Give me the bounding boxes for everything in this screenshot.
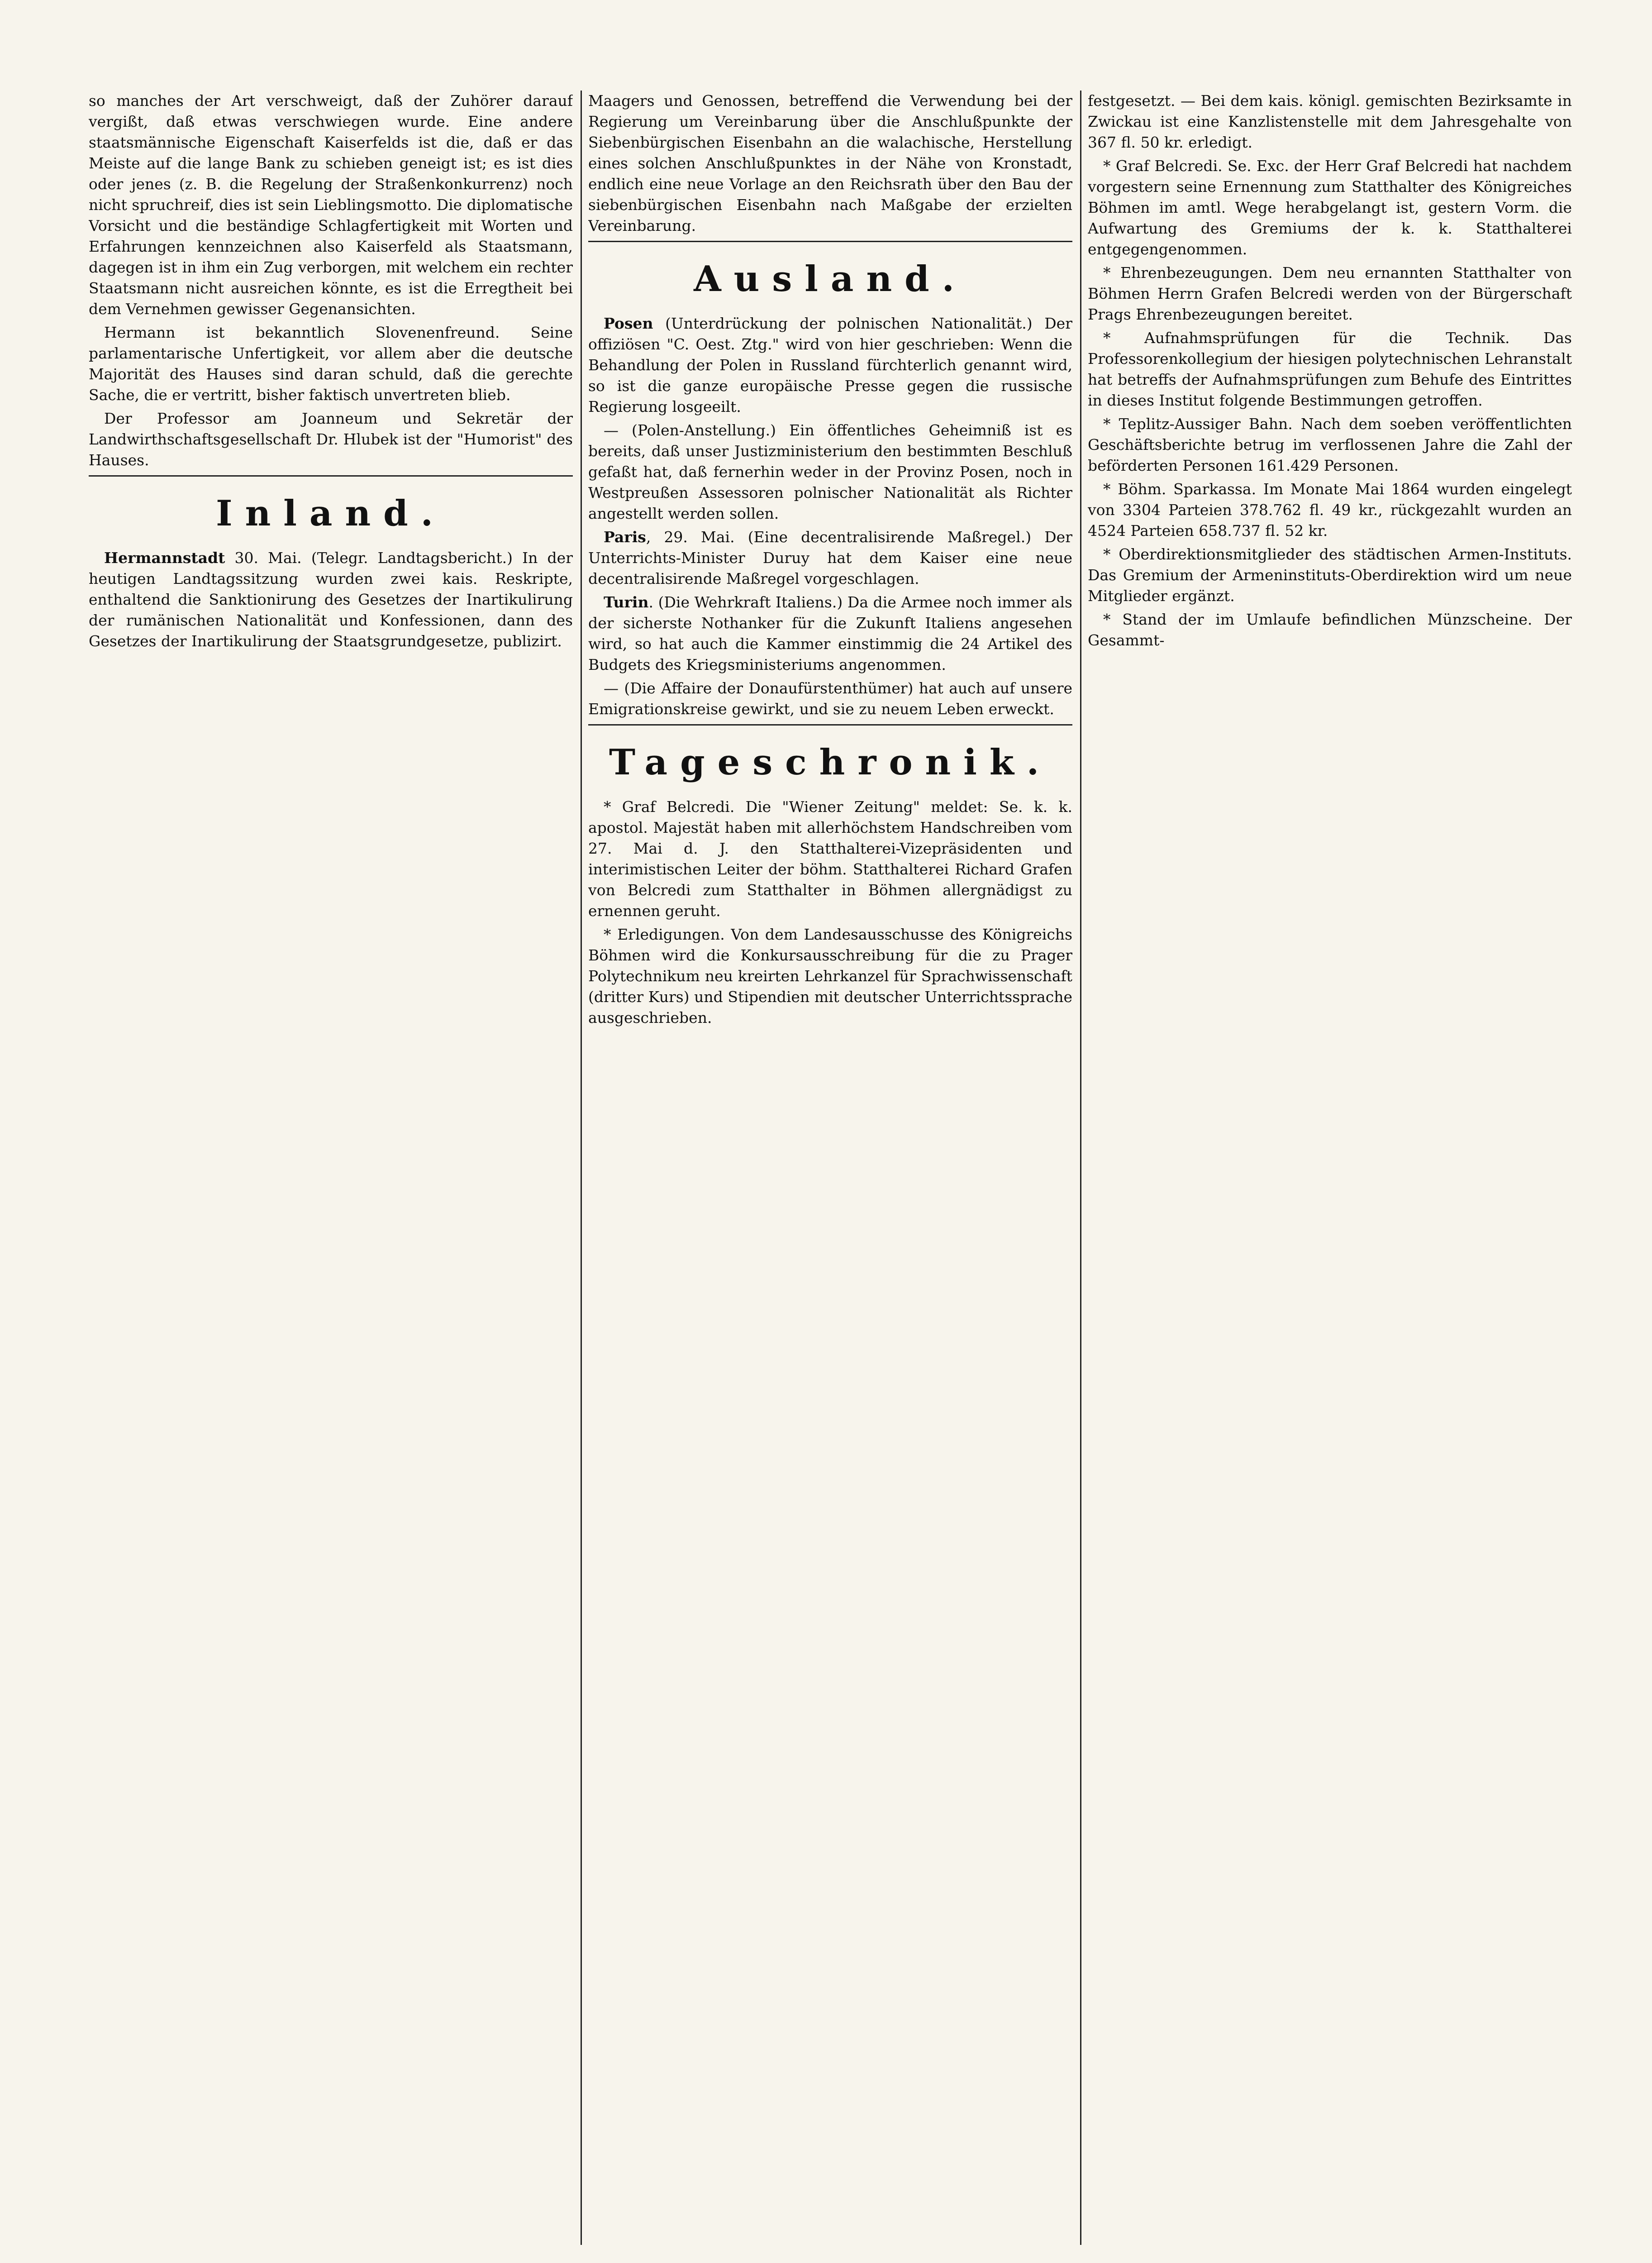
dateline: Hermannstadt xyxy=(104,549,225,567)
dateline: Turin xyxy=(604,593,649,611)
paragraph: * Erledigungen. Von dem Landesausschusse des Königreichs Böhmen wird die Konkursausschreibung für die zu Prager Polytechnikum neu kreirten Lehrkanzel für Sprachwissenschaft (dritter Kurs) und Stipendien mit deutscher Unterrichtssprache ausgeschrieben. xyxy=(588,926,1072,1026)
paragraph: . (Die Wehrkraft Italiens.) Da die Armee noch immer als der sicherste Nothanker für die Zukunft Italiens angesehen wird, so hat auch die Kammer einstimmig die 24 Artikel des Budgets des Kriegsministeriums angenommen. xyxy=(588,593,1072,673)
section-rule xyxy=(588,724,1072,726)
column-1 xyxy=(89,91,573,2245)
paragraph: * Teplitz-Aussiger Bahn. Nach dem soeben veröffentlichten Geschäftsberichte betrug im verflossenen Jahre die Zahl der beförderten Personen 161.429 Personen. xyxy=(1088,415,1572,474)
column-3 xyxy=(1088,91,1572,2245)
paragraph: — (Polen-Anstellung.) Ein öffentliches Geheimniß ist es bereits, daß unser Justizministerium den bestimmten Beschluß gefaßt hat, daß fernerhin weder in der Provinz Posen, noch in Westpreußen Assessoren polnischer Nationalität als Richter angestellt werden sollen. xyxy=(588,421,1072,522)
section-heading-ausland: Ausland. xyxy=(694,258,967,300)
paragraph: Maagers und Genossen, betreffend die Verwendung bei der Regierung um Vereinbarung über die Anschlußpunkte der Siebenbürgischen Eisenbahn an die walachische, Herstellung eines solchen Anschlußpunktes in der Nähe von Kronstadt, endlich eine neue Vorlage an den Reichsrath über den Bau der siebenbürgischen Eisenbahn nach Maßgabe der erzielten Vereinbarung. xyxy=(588,92,1072,234)
paragraph: — (Die Affaire der Donaufürstenthümer) hat auch auf unsere Emigrationskreise gewirkt, und sie zu neuem Leben erweckt. xyxy=(588,679,1072,718)
column-rule xyxy=(581,91,582,2245)
section-heading-inland: Inland. xyxy=(216,493,446,534)
paragraph: * Böhm. Sparkassa. Im Monate Mai 1864 wurden eingelegt von 3304 Parteien 378.762 fl. 49 kr., rückgezahlt wurden an 4524 Parteien 658.737 fl. 52 kr. xyxy=(1088,480,1572,539)
paragraph: Der Professor am Joanneum und Sekretär der Landwirthschaftsgesellschaft Dr. Hlubek ist der "Humorist" des Hauses. xyxy=(89,410,573,469)
paragraph: so manches der Art verschweigt, daß der Zuhörer darauf vergißt, daß etwas verschwiegen wurde. Eine andere staatsmännische Eigenschaft Kaiserfelds ist die, daß er das Meiste auf die lange Bank zu schieben geneigt ist; es ist dies oder jenes (z. B. die Regelung der Straßenkonkurrenz) noch nicht spruchreif, dies ist sein Lieblingsmotto. Die diplomatische Vorsicht und die beständige Schlagfertigkeit mit Worten und Erfahrungen kennzeichnen also Kaiserfeld als Staatsmann, dagegen ist in ihm ein Zug verborgen, mit welchem ein rechter Staatsmann nicht ausreichen könnte, es ist die Erregtheit bei dem Vernehmen gewisser Gegenansichten. xyxy=(89,92,573,318)
dateline: Paris xyxy=(604,528,646,546)
paragraph: * Stand der im Umlaufe befindlichen Münzscheine. Der Gesammt- xyxy=(1088,611,1572,649)
paragraph: * Graf Belcredi. Die "Wiener Zeitung" meldet: Se. k. k. apostol. Majestät haben mit allerhöchstem Handschreiben vom 27. Mai d. J. den Statthalterei-Vizepräsidenten und interimistischen Leiter der böhm. Statthalterei Richard Grafen von Belcredi zum Statthalter in Böhmen allergnädigst zu ernennen geruht. xyxy=(588,798,1072,920)
section-rule xyxy=(89,475,573,477)
section-heading-tageschronik: Tageschronik. xyxy=(609,742,1052,783)
paragraph: (Unterdrückung der polnischen Nationalität.) Der offiziösen "C. Oest. Ztg." wird von hier geschrieben: Wenn die Behandlung der Polen in Russland fürchterlich genannt wird, so ist die ganze europäische Presse gegen die russische Regierung losgeeilt. xyxy=(588,315,1072,415)
column-2 xyxy=(588,91,1072,2245)
paragraph: , 29. Mai. (Eine decentralisirende Maßregel.) Der Unterrichts-Minister Duruy hat dem Kaiser eine neue decentralisirende Maßregel vorgeschlagen. xyxy=(588,528,1072,587)
paragraph: * Ehrenbezeugungen. Dem neu ernannten Statthalter von Böhmen Herrn Grafen Belcredi werden von der Bürgerschaft Prags Ehrenbezeugungen bereitet. xyxy=(1088,264,1572,323)
paragraph: festgesetzt. — Bei dem kais. königl. gemischten Bezirksamte in Zwickau ist eine Kanzlistenstelle mit dem Jahresgehalte von 367 fl. 50 kr. erledigt. xyxy=(1088,92,1572,151)
paragraph: Hermann ist bekanntlich Slovenenfreund. Seine parlamentarische Unfertigkeit, vor allem aber die deutsche Majorität des Hauses sind daran schuld, daß die gerechte Sache, die er vertritt, bisher faktisch unvertreten blieb. xyxy=(89,324,573,404)
paragraph: 30. Mai. (Telegr. Landtagsbericht.) In der heutigen Landtagssitzung wurden zwei kais. Reskripte, enthaltend die Sanktionirung des Gesetzes der Inartikulirung der rumänischen Nationalität und Konfessionen, dann des Gesetzes der Inartikulirung der Staatsgrundgesetze, publizirt. xyxy=(89,549,573,650)
dateline: Posen xyxy=(604,315,653,332)
section-rule xyxy=(588,241,1072,242)
paragraph: * Oberdirektionsmitglieder des städtischen Armen-Instituts. Das Gremium der Armeninstituts-Oberdirektion wird um neue Mitglieder ergänzt. xyxy=(1088,545,1572,605)
paragraph: * Aufnahmsprüfungen für die Technik. Das Professorenkollegium der hiesigen polytechnischen Lehranstalt hat betreffs der Aufnahmsprüfungen zum Behufe des Eintrittes in dieses Institut folgende Bestimmungen getroffen. xyxy=(1088,329,1572,409)
column-rule xyxy=(1080,91,1081,2245)
paragraph: * Graf Belcredi. Se. Exc. der Herr Graf Belcredi hat nachdem vorgestern seine Ernennung zum Statthalter des Königreiches Böhmen im amtl. Wege herabgelangt ist, gestern Vorm. die Aufwartung des Gremiums der k. k. Statthalterei entgegengenommen. xyxy=(1088,157,1572,258)
